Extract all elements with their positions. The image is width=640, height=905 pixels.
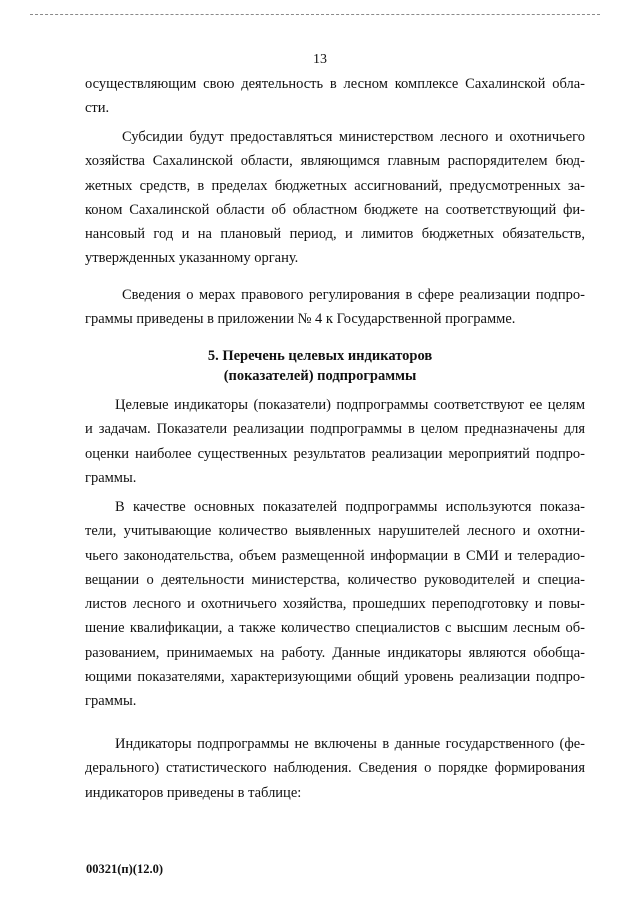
text-line: осуществляющим свою деятельность в лесном комплексе Сахалинской обла- bbox=[85, 76, 585, 92]
text-line: граммы приведены в приложении № 4 к Государственной программе. bbox=[85, 311, 516, 328]
text-line: шение квалификации, а также количество специалистов с высшим лесным об- bbox=[85, 620, 585, 637]
text-line: индикаторов приведены в таблице: bbox=[85, 784, 302, 801]
page-number: 13 bbox=[313, 52, 327, 67]
text-line: сти. bbox=[85, 100, 110, 117]
paragraph-indicators bbox=[85, 393, 585, 490]
text-line: нансовый год и на плановый период, и лимитов бюджетных обязательств, bbox=[85, 226, 585, 243]
text-line: разованием, принимаемых на работу. Данные индикаторы являются обобща- bbox=[85, 644, 585, 661]
text-line: граммы. bbox=[85, 693, 137, 710]
paragraph-continuation bbox=[85, 72, 585, 121]
text-line: хозяйства Сахалинской области, являющимся главным распорядителем бюд- bbox=[85, 153, 585, 170]
text-line: Индикаторы подпрограммы не включены в данные государственного (фе- bbox=[115, 736, 585, 752]
paragraph-subsidies bbox=[85, 125, 585, 271]
text-line: Субсидии будут предоставляться министерством лесного и охотничьего bbox=[122, 129, 585, 145]
text-line: В качестве основных показателей подпрограммы используются показа- bbox=[115, 499, 585, 515]
document-code: 00321(п)(12.0) bbox=[86, 862, 163, 876]
section-heading bbox=[0, 346, 640, 386]
section-heading-line: (показателей) подпрограммы bbox=[223, 368, 417, 384]
text-line: жетных средств, в пределах бюджетных ассигнований, предусмотренных за- bbox=[85, 177, 585, 194]
paragraph-statistics bbox=[85, 732, 585, 805]
paragraph-main-indicators bbox=[85, 495, 585, 714]
text-line: тели, учитывающие количество выявленных нарушителей лесного и охотни- bbox=[85, 523, 585, 540]
text-line: и задачам. Показатели реализации подпрограммы в целом предназначены для bbox=[85, 421, 585, 438]
text-line: листов лесного и охотничьего хозяйства, прошедших переподготовку и повы- bbox=[85, 596, 585, 613]
text-line: Сведения о мерах правового регулирования в сфере реализации подпро- bbox=[122, 287, 585, 303]
text-line: утвержденных указанному органу. bbox=[85, 250, 299, 267]
text-line: вещании о деятельности министерства, количество руководителей и специа- bbox=[85, 571, 585, 588]
text-line: чьего законодательства, объем размещенной информации в СМИ и телерадио- bbox=[85, 547, 585, 564]
text-line: Целевые индикаторы (показатели) подпрограммы соответствуют ее целям bbox=[115, 397, 585, 413]
text-line: ющими показателями, характеризующими общий уровень реализации подпро- bbox=[85, 669, 585, 686]
text-line: граммы. bbox=[85, 469, 137, 486]
text-line: оценки наиболее существенных результатов реализации мероприятий подпро- bbox=[85, 445, 585, 462]
section-heading-line: 5. Перечень целевых индикаторов bbox=[207, 348, 433, 364]
scan-top-rule bbox=[30, 14, 600, 15]
text-line: дерального) статистического наблюдения. Сведения о порядке формирования bbox=[85, 760, 585, 777]
paragraph-regulation bbox=[85, 283, 585, 332]
text-line: коном Сахалинской области об областном бюджете на соответствующий фи- bbox=[85, 201, 585, 218]
